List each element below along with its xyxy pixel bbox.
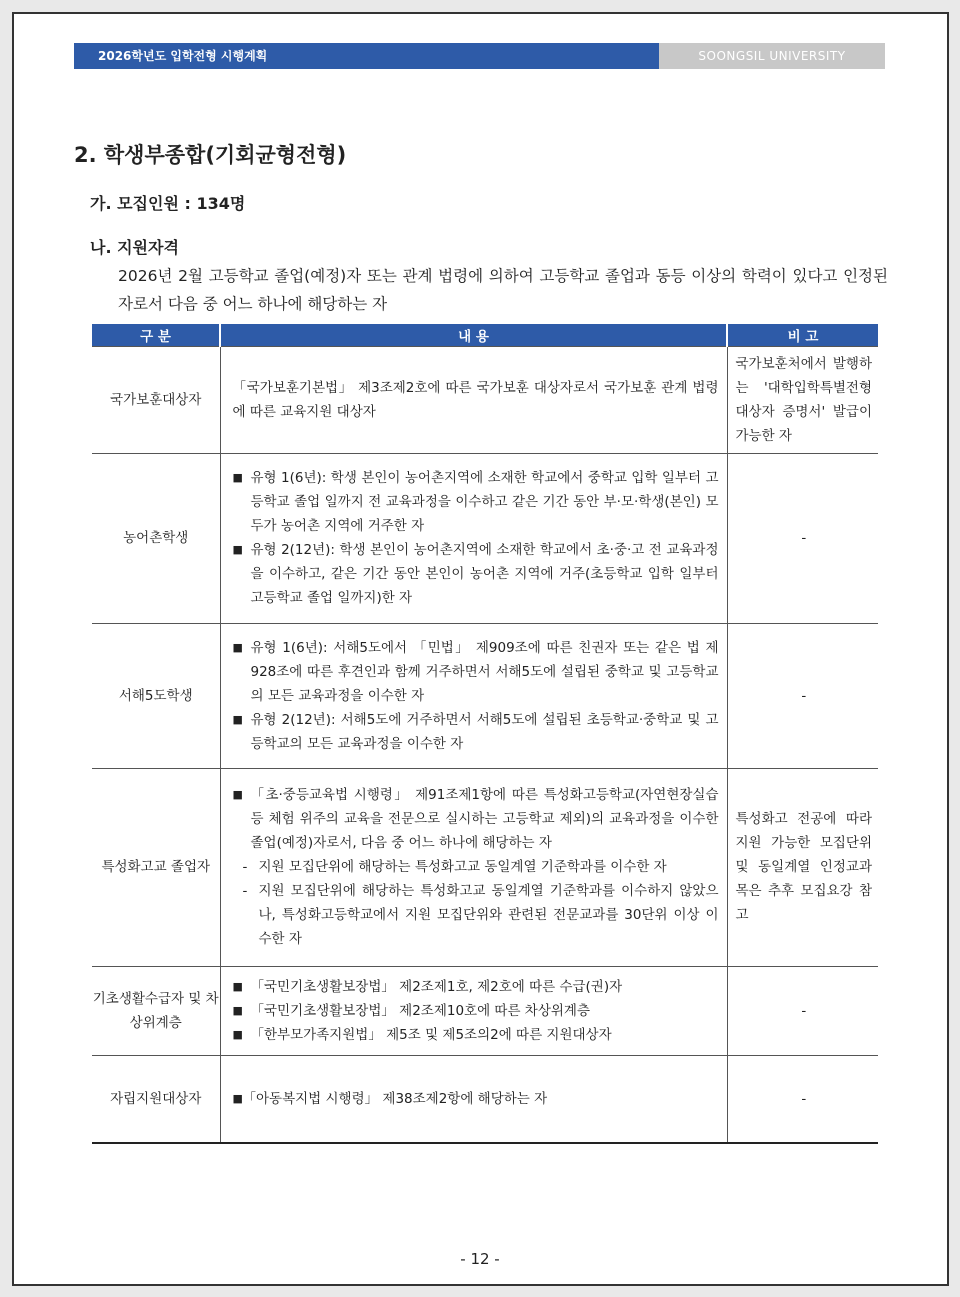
bullet-item: ■ 「국민기초생활보장법」 제2조제10호에 따른 차상위계층 bbox=[233, 999, 719, 1023]
table-row bbox=[92, 966, 878, 1055]
row-category: 자립지원대상자 bbox=[92, 1055, 220, 1143]
table-row bbox=[92, 453, 878, 623]
bullet-icon: ■ bbox=[232, 543, 243, 556]
row-note: - bbox=[727, 1055, 878, 1143]
col-header-category: 구 분 bbox=[92, 324, 220, 346]
col-header-content: 내 용 bbox=[220, 324, 727, 346]
bullet-icon: ■ bbox=[232, 712, 243, 726]
subsection-eligibility: 나. 지원자격 bbox=[90, 238, 179, 257]
row-content bbox=[220, 623, 727, 768]
bullet-item: ■ 유형 1(6년): 학생 본인이 농어촌지역에 소재한 학교에서 중학교 입학 일부터 고등학교 졸업 일까지 전 교육과정을 이수하고 같은 기간 동안 부·모·학생(본인) 모두가 농어촌 지역에 거주한 자 bbox=[233, 466, 719, 538]
section-title: 2. 학생부종합(기회균형전형) bbox=[74, 143, 347, 167]
bullet-item: ■ 「한부모가족지원법」 제5조 및 제5조의2에 따른 지원대상자 bbox=[233, 1023, 719, 1047]
eligibility-intro: 2026년 2월 고등학교 졸업(예정)자 또는 관계 법령에 의하여 고등학교 졸업과 동등 이상의 학력이 있다고 인정된 자로서 다음 중 어느 하나에 해당하는 자 bbox=[118, 267, 888, 313]
bullet-icon: ■ bbox=[232, 1027, 243, 1041]
row-content: 「국가보훈기본법」 제3조제2호에 따른 국가보훈 대상자로서 국가보훈 관계 법령에 따른 교육지원 대상자 bbox=[220, 346, 727, 453]
row-category: 농어촌학생 bbox=[92, 453, 220, 623]
bullet-item: ■ 「국민기초생활보장법」 제2조제1호, 제2호에 따른 수급(권)자 bbox=[233, 975, 719, 999]
header-university: SOONGSIL UNIVERSITY bbox=[659, 43, 885, 69]
row-note: - bbox=[727, 966, 878, 1055]
table-row bbox=[92, 346, 878, 453]
bullet-item: ■ 유형 2(12년): 학생 본인이 농어촌지역에 소재한 학교에서 초·중·고 전 교육과정을 이수하고, 같은 기간 동안 본인이 농어촌 지역에 거주(초등학교 입학 일부터 고등학교 졸업 일까지)한 자 bbox=[233, 538, 719, 610]
row-content bbox=[220, 768, 727, 966]
row-note: 특성화고 전공에 따라 지원 가능한 모집단위 및 동일계열 인정교과 목은 추후 모집요강 참고 bbox=[727, 768, 878, 966]
page-number: - 12 - bbox=[460, 1250, 500, 1268]
row-content bbox=[220, 966, 727, 1055]
subsection-quota: 가. 모집인원 : 134명 bbox=[90, 194, 246, 213]
row-category: 서해5도학생 bbox=[92, 623, 220, 768]
table-row bbox=[92, 623, 878, 768]
eligibility-table bbox=[92, 324, 878, 1144]
bullet-icon: ■ bbox=[232, 1091, 243, 1105]
row-category: 특성화고교 졸업자 bbox=[92, 768, 220, 966]
header-title: 2026학년도 입학전형 시행계획 bbox=[74, 43, 659, 69]
row-note: 국가보훈처에서 발행하는 '대학입학특별전형대상자 증명서' 발급이 가능한 자 bbox=[727, 346, 878, 453]
dash-item: - 지원 모집단위에 해당하는 특성화고교 동일계열 기준학과를 이수한 자 bbox=[242, 859, 667, 875]
row-content bbox=[220, 453, 727, 623]
row-category: 기초생활수급자 및 차상위계층 bbox=[92, 966, 220, 1055]
bullet-item: ■ 유형 1(6년): 서해5도에서 「민법」 제909조에 따른 친권자 또는 같은 법 제928조에 따른 후견인과 함께 거주하면서 서해5도에 설립된 중학교 및 고등학교의 모든 교육과정을 이수한 자 bbox=[233, 636, 719, 708]
table-row bbox=[92, 1055, 878, 1143]
col-header-note: 비 고 bbox=[727, 324, 878, 346]
bullet-icon: ■ bbox=[232, 788, 243, 801]
row-category: 국가보훈대상자 bbox=[92, 346, 220, 453]
bullet-icon: ■ bbox=[232, 1003, 243, 1017]
bullet-icon: ■ bbox=[232, 471, 243, 484]
bullet-item: ■ 유형 2(12년): 서해5도에 거주하면서 서해5도에 설립된 초등학교·중학교 및 고등학교의 모든 교육과정을 이수한 자 bbox=[233, 708, 719, 756]
table-row bbox=[92, 768, 878, 966]
bullet-item: ■ 「아동복지법 시행령」 제38조제2항에 해당하는 자 bbox=[233, 1087, 719, 1111]
bullet-icon: ■ bbox=[232, 979, 243, 993]
row-note: - bbox=[727, 623, 878, 768]
dash-item: - 지원 모집단위에 해당하는 특성화고교 동일계열 기준학과를 이수하지 않았으나, 특성화고등학교에서 지원 모집단위와 관련된 전문교과를 30단위 이상 이수한 자 bbox=[242, 883, 719, 947]
row-note: - bbox=[727, 453, 878, 623]
bullet-icon: ■ bbox=[232, 640, 243, 654]
bullet-item: ■ 「초·중등교육법 시행령」 제91조제1항에 따른 특성화고등학교(자연현장실습 등 체험 위주의 교육을 전문으로 실시하는 고등학교 제외)의 교육과정을 이수한 졸업(예정)자로서, 다음 중 어느 하나에 해당하는 자 bbox=[233, 783, 719, 855]
row-content bbox=[220, 1055, 727, 1143]
